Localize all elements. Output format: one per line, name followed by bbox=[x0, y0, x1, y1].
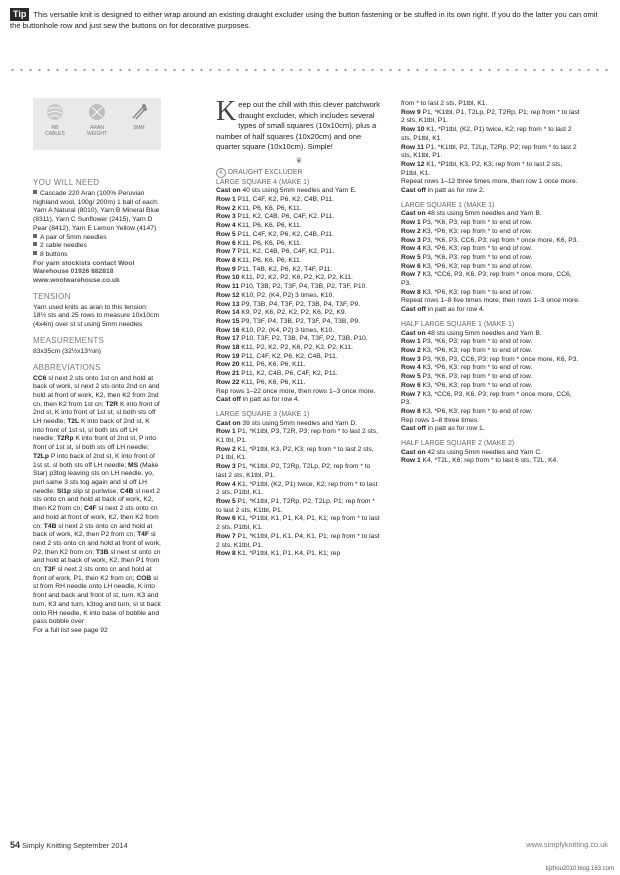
tension-text: Yarn used knits as aran to this tension: 18½ sts and 25 rows to measure 10x10cm (4x4in) over st st using 5mm needles bbox=[33, 303, 160, 329]
ls1-rows bbox=[401, 210, 581, 314]
pattern-row: from * to last 2 sts, P1tbl, K1. bbox=[401, 100, 488, 107]
pattern-row: Row 11 P10, T3B, P2, T3F, P4, T3B, P2, T3F, P10. bbox=[216, 283, 368, 291]
spec-label: 5MM bbox=[133, 125, 145, 131]
intro-paragraph bbox=[216, 96, 382, 153]
hls2-rows bbox=[401, 449, 581, 466]
magazine-issue: Simply Knitting September 2014 bbox=[22, 841, 128, 850]
pattern-row: Row 17 P10, T3F, P2, T3B, P4, T3F, P2, T3B, P10. bbox=[216, 335, 368, 343]
pattern-row: Row 13 P9, T3B, P4, T3F, P2, T3B, P4, T3F, P9. bbox=[216, 300, 361, 308]
pattern-row: Row 15 P9, T3F, P4, T3B, P2, T3F, P4, T3B, P9. bbox=[216, 317, 361, 325]
pattern-row: Row 9 P11, T4B, K2, P6, K2, T4F, P11. bbox=[216, 265, 333, 273]
pattern-row: Cast on 48 sts using 5mm needles and Yarn B. bbox=[401, 329, 542, 337]
measurements-text: 83x35cm (32½x13¾in) bbox=[33, 347, 102, 355]
pattern-title: K DRAUGHT EXCLUDER bbox=[216, 168, 382, 178]
pattern-row: Row 8 K1, *P1tbl, K1, P1, K4, P1, K1; rep bbox=[216, 550, 341, 558]
pattern-row: Row 8 K3, *P6, K3; rep from * to end of row. bbox=[401, 407, 533, 415]
column-pattern-2 bbox=[401, 100, 581, 466]
needs-item: 8 buttons bbox=[33, 251, 161, 260]
pattern-row: Cast off in patt as for row 4. bbox=[216, 396, 300, 404]
dotted-divider bbox=[8, 68, 612, 72]
pattern-row: Row 3 P11, K2, C4B, P6, C4F, K2, P11. bbox=[216, 213, 334, 221]
pattern-row: Row 8 K3, *P6, K3; rep from * to end of row. bbox=[401, 288, 533, 296]
pattern-row: Row 5 P1, *K1tbl, P1, T2Rp, P2, T2Lp, P1; rep from * to last 2 sts, K1tbl, P1. bbox=[216, 497, 375, 514]
pattern-row: Row 3 P3, *K6, P3, CC6, P3; rep from * once more, K6, P3. bbox=[401, 236, 579, 244]
pattern-row: Row 4 K11, P6, K6, P6, K11. bbox=[216, 222, 302, 230]
pattern-row: Row 3 P1, *K1tbl, P2, T2Rp, T2Lp, P2; rep from * to last 2 sts, K1tbl, P1. bbox=[216, 463, 371, 479]
pattern-row: Row 8 K11, P6, K6, P6, K11. bbox=[216, 257, 302, 264]
footer-left bbox=[10, 840, 128, 850]
pattern-row: Repeat rows 1–12 three times more, then row 1 once more. bbox=[401, 178, 578, 186]
measurements-heading: MEASUREMENTS bbox=[33, 335, 105, 345]
section-title: LARGE SQUARE 3 (MAKE 1) bbox=[216, 410, 310, 418]
pattern-row: Row 22 K11, P6, K6, P6, K11. bbox=[216, 378, 306, 386]
column-pattern-1 bbox=[216, 96, 382, 559]
abbreviations-heading: ABBREVIATIONS bbox=[33, 362, 101, 372]
pattern-row: Row 4 K3, *P6, K3; rep from * to end of row. bbox=[401, 245, 533, 253]
pattern-row: Row 6 K3, *P6, K3; rep from * to end of row. bbox=[401, 381, 533, 389]
section-title: HALF LARGE SQUARE 1 (MAKE 1) bbox=[401, 320, 515, 328]
needs-item: A pair of 5mm needles bbox=[33, 234, 161, 243]
spec-icons-box bbox=[33, 98, 161, 150]
spec-item bbox=[125, 103, 153, 131]
pattern-row: Row 10 K1, *P1tbl, (K2, P1) twice, K2; rep from * to last 2 sts, P1tbl, K1. bbox=[401, 126, 572, 142]
k-icon: K bbox=[216, 168, 226, 178]
pattern-row: Row 4 K1, *P1tbl, (K2, P1) twice, K2; rep from * to last 2 sts, P1tbl, K1. bbox=[216, 480, 378, 497]
pattern-row: Row 5 P11, C4F, K2, P6, K2, C4B, P11. bbox=[216, 230, 334, 238]
pattern-row: Repeat rows 1–8 five times more, then rows 1–3 once more. bbox=[401, 297, 580, 305]
pattern-row: Row 7 K3, *CC6, P3, K6, P3; rep from * once more, CC6, P3. bbox=[401, 390, 572, 407]
dropcap: K bbox=[216, 96, 237, 127]
pattern-row: Cast on 48 sts using 5mm needles and Yarn B. bbox=[401, 210, 542, 218]
yarn-ball-icon bbox=[46, 103, 64, 121]
pattern-row: Row 5 P3, *K6, P3; rep from * to end of row. bbox=[401, 373, 533, 381]
pattern-row: Row 14 K9, P2, K6, P2, K2, P2, K6, P2, K9. bbox=[216, 309, 347, 317]
needs-item: 2 cable needles bbox=[33, 242, 161, 251]
pattern-row: Cast on 40 sts using 5mm needles and Yarn E. bbox=[216, 187, 357, 195]
needles-icon bbox=[130, 103, 148, 121]
pattern-row: Row 21 P11, K2, C4B, P6, C4F, K2, P11. bbox=[216, 370, 338, 378]
page-number: 54 bbox=[10, 840, 21, 850]
pattern-row: Cast on 39 sts using 5mm needles and Yarn D. bbox=[216, 419, 358, 427]
pattern-row: Row 7 K3, *CC6, P3, K6, P3; rep from * once more, CC6, P3. bbox=[401, 271, 572, 288]
tension-heading: TENSION bbox=[33, 291, 71, 301]
needs-item: Cascade 220 Aran (100% Peruvian highland wool, 100g/ 200m) 1 ball of each: Yarn A Natural (8010), Yarn B Mineral Blue (8311), Yarn C Sunflower (2415), Yarn D Pear (8412), Yarn E Lemon Yellow (4147) bbox=[33, 190, 160, 232]
pattern-row: Cast off in patt as for row 1. bbox=[401, 425, 485, 433]
pattern-row: Cast on 42 sts using 5mm needles and Yarn C. bbox=[401, 448, 543, 456]
spec-item bbox=[41, 103, 69, 137]
section-title: LARGE SQUARE 1 (MAKE 1) bbox=[401, 201, 495, 209]
pattern-row: Row 3 P3, *K6, P3, CC6, P3; rep from * once more, K6, P3. bbox=[401, 355, 579, 363]
stockists-info: For yarn stockists contact Wool Warehouse 01926 882818 www.woolwarehouse.co.uk bbox=[33, 259, 135, 285]
pattern-row: Cast off in patt as for row 2. bbox=[401, 187, 485, 195]
pattern-row: Row 18 K11, P2, K2, P2, K6, P2, K2, P2, K11. bbox=[216, 344, 353, 352]
spec-label: RB CABLES bbox=[45, 125, 65, 137]
column-materials bbox=[33, 98, 161, 636]
ls3-continued-rows bbox=[401, 100, 581, 196]
pattern-row: Row 1 K4, *T2L, K6; rep from * to last 6 sts, T2L, K4. bbox=[401, 457, 559, 465]
tip-badge: Tip bbox=[10, 8, 29, 21]
section-title: LARGE SQUARE 4 (MAKE 1) bbox=[216, 178, 310, 186]
pattern-row: Row 5 P3, *K6, P3; rep from * to end of row. bbox=[401, 253, 533, 261]
section-title: HALF LARGE SQUARE 2 (MAKE 2) bbox=[401, 440, 515, 448]
pattern-row: Row 11 P1, *K1tbl, P2, T2Lp, T2Rp, P2; rep from * to last 2 sts, K1tbl, P1. bbox=[401, 143, 577, 160]
pattern-row: Row 1 P11, C4F, K2, P6, K2, C4B, P11. bbox=[216, 196, 334, 204]
pattern-row: Row 1 P3, *K6, P3; rep from * to end of row. bbox=[401, 338, 533, 346]
pattern-row: Row 1 P3, *K6, P3; rep from * to end of row. bbox=[401, 219, 533, 227]
pattern-row: Row 7 P11, K2, C4B, P6, C4F, K2, P11. bbox=[216, 248, 334, 256]
intro-text: eep out the chill with this clever patchwork draught excluder, which includes several types of small squares (10x10cm), plus a number of half squares (10x20cm) and one quarter square (10x10cm). Simple! bbox=[216, 100, 381, 152]
ornament-icon: ❦ bbox=[295, 155, 303, 165]
pattern-row: Row 9 P1, *K1tbl, P1, T2Lp, P2, T2Rp, P1; rep from * to last 2 sts, K1tbl, P1. bbox=[401, 108, 580, 125]
pattern-row: Row 2 K3, *P6, K3; rep from * to end of row. bbox=[401, 346, 533, 354]
watermark: tijzhou2010.blog.163.com bbox=[545, 866, 614, 872]
ls3-rows bbox=[216, 420, 382, 559]
pattern-row: Row 2 K1, *P1tbl, K3, P2, K3; rep from * to last 2 sts, P1 tbl, K1. bbox=[216, 445, 374, 462]
footer-website: www.simplyknitting.co.uk bbox=[526, 840, 608, 849]
needs-heading: YOU WILL NEED bbox=[33, 178, 100, 187]
pattern-row: Row 2 K3, *P6, K3; rep from * to end of row. bbox=[401, 227, 533, 235]
pattern-row: Row 20 K11, P6, K6, P6, K11. bbox=[216, 361, 306, 369]
pattern-row: Row 19 P11, C4F, K2, P6, K2, C4B, P11. bbox=[216, 352, 338, 360]
yarn-weight-icon bbox=[88, 103, 106, 121]
pattern-row: Row 6 K3, *P6, K3; rep from * to end of row. bbox=[401, 262, 533, 270]
abbreviations-text: CC6 sl next 2 sts onto 1st cn and hold at back of work, sl next 2 sts onto 2nd cn and hold at front of work, K2, then K2 from 2nd cn, then K2 from 1st cn; T2R K into front of 2nd st, K into front of 1st st, sl both sts off LH needle; T2L K into back of 2nd st, K into front of 1st st, sl both sts off LH needle; T2Rp K into front of 2nd st, P into front of 1st st, sl both sts off LH needle; T2Lp P into back of 2nd st, K into front of 1st st, sl both sts off LH needle; MS (Make Star) p3tog leaving sts on LH needle, yo, purl same 3 sts tog again and sl off LH needle; Sl1p slip st purlwise; C4B sl next 2 sts onto cn and hold at back of work, K2, then K2 from cn; C4F sl next 2 sts onto cn and hold at front of work, K2, then K2 from cn; T4B sl next 2 sts onto cn and hold at back of work, K2, then P2 from cn; T4F sl next 2 sts onto cn and hold at front of work, P2, then K2 from cn; T3B sl next st onto cn and hold at back of work, K2, then P1 from cn; T3F sl next 2 sts onto cn and hold at front of work, P1, then K2 from cn; COB sl st from RH needle onto LH needle, K into front and back and front of st, turn, K3 and turn, K3 and turn, k3tog and turn, sl st back onto RH needle, K into base of bobble and pass bobble over bbox=[33, 374, 161, 626]
pattern-row: Row 10 K11, P2, K2, P2, K6, P2, K2, P2, K11. bbox=[216, 274, 353, 282]
spec-label: ARAN WEIGHT bbox=[87, 125, 107, 137]
spec-item bbox=[83, 103, 111, 137]
hls1-rows bbox=[401, 330, 581, 434]
tip-text: This versatile knit is designed to either wrap around an existing draught excluder using the button fastening or be stuffed in its own right. If you do the latter you can omit the buttonhole row and just sew the buttons on for decorative purposes. bbox=[10, 10, 598, 30]
pattern-row: Row 1 P1, *K1tbl, P3, T2R, P3; rep from * to last 2 sts, K1 tbl, P1. bbox=[216, 428, 378, 445]
pattern-row: Row 6 K1, *P1tbl, K1, P1, K4, P1, K1; rep from * to last 2 sts, P1tbl, K1. bbox=[216, 515, 380, 532]
pattern-row: Cast off in patt as for row 4. bbox=[401, 306, 485, 314]
pattern-row: Row 7 P1, *K1tbl, P1, K1, P4, K1, P1; rep from * to last 2 sts, K1tbl, P1. bbox=[216, 532, 380, 549]
pattern-row: Row 2 K11, P6, K6, P6, K11. bbox=[216, 204, 302, 212]
pattern-row: Row 6 K11, P6, K6, P6, K11. bbox=[216, 239, 302, 247]
pattern-row: Row 16 K10, P2, (K4, P2) 3 times, K10. bbox=[216, 326, 335, 334]
pattern-row: Rep rows 1–22 once more, then rows 1–3 once more. bbox=[216, 387, 376, 395]
pattern-row: Row 4 K3, *P6, K3; rep from * to end of row. bbox=[401, 364, 533, 372]
abbreviations-more: For a full list see page 92 bbox=[33, 626, 108, 634]
pattern-row: Row 12 K10, P2, (K4, P2) 3 times, K10. bbox=[216, 291, 335, 299]
ls4-rows bbox=[216, 187, 382, 405]
tip-box bbox=[10, 8, 610, 31]
pattern-row: Rep rows 1–8 three times. bbox=[401, 416, 480, 424]
pattern-row: Row 12 K1, *P1tbl, K3, P2, K3; rep from * to last 2 sts, P1tbl, K1. bbox=[401, 160, 563, 177]
